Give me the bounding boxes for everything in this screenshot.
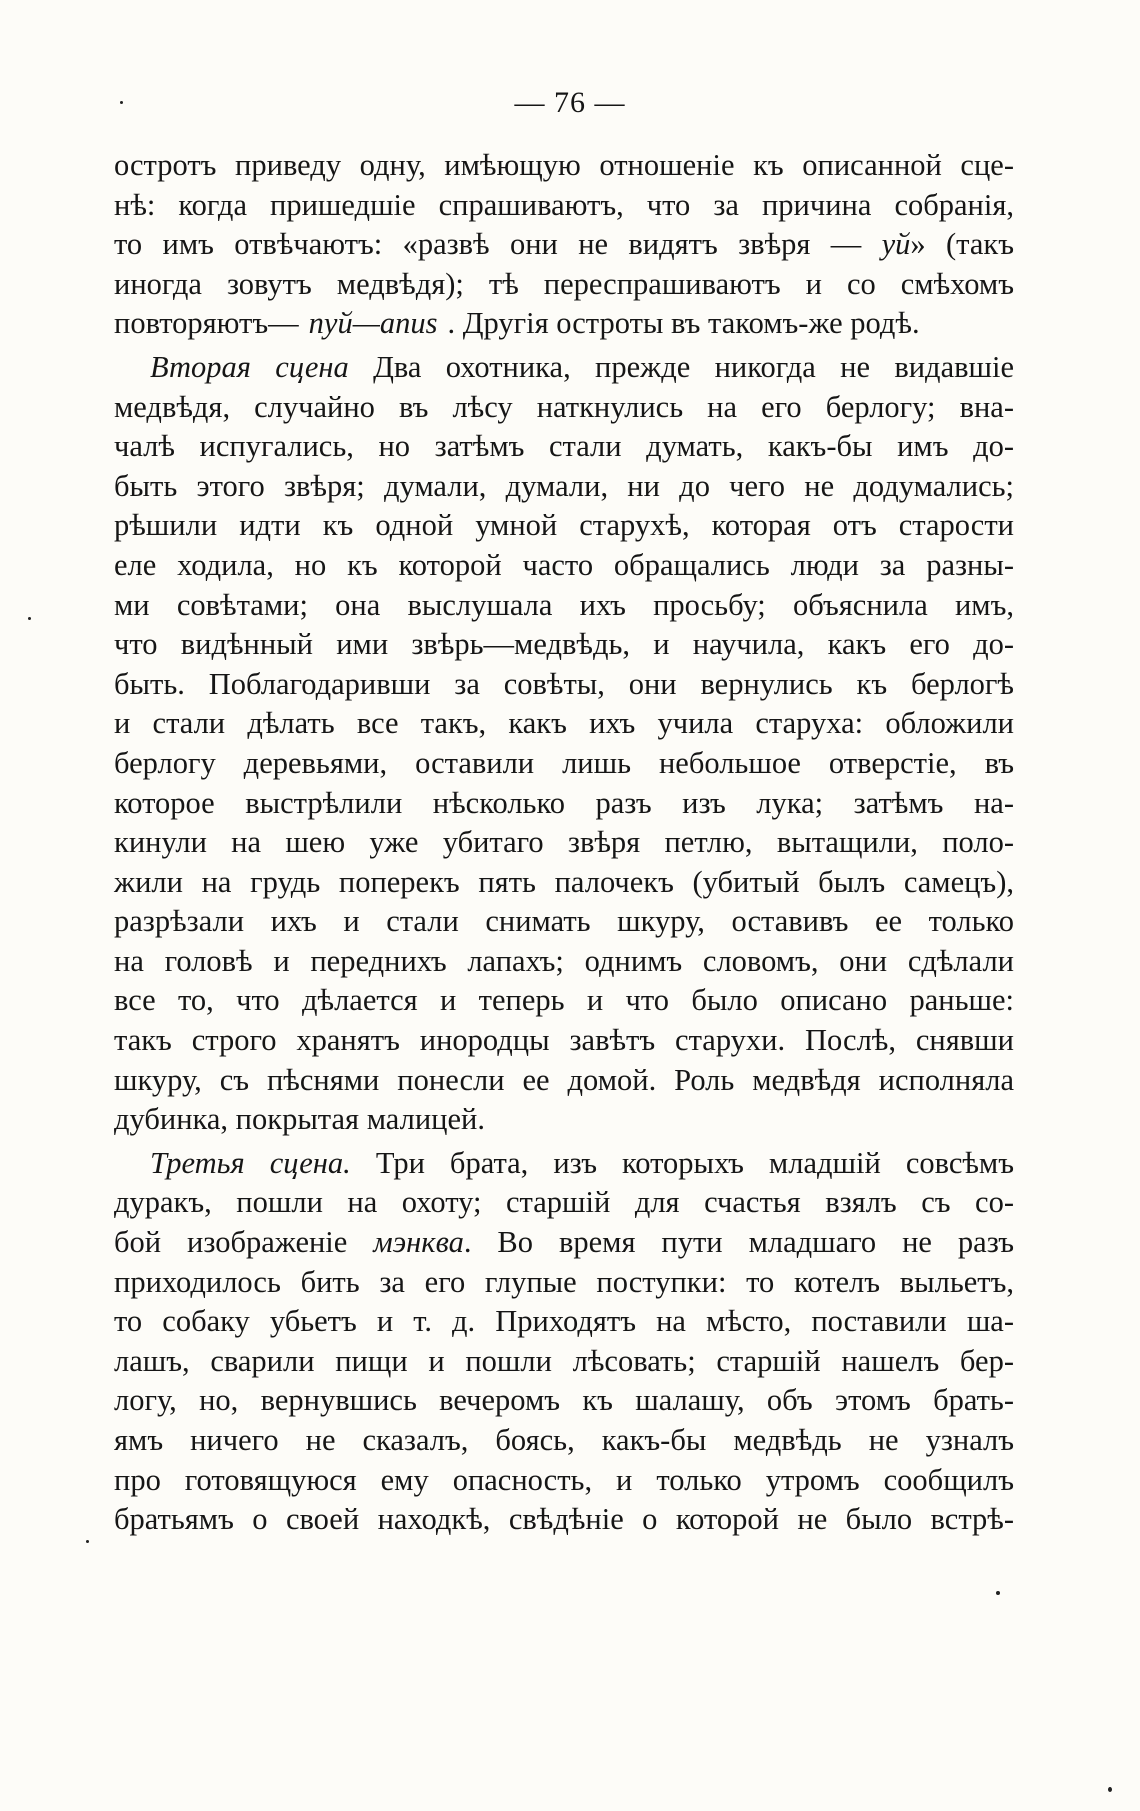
text-line [114,1302,1014,1342]
text-line [114,388,1014,428]
text-segment: медвѣдя, случайно въ лѣсу наткнулись на его берлогу; вна- [114,389,1014,424]
text-segment: то имъ отвѣчаютъ: «развѣ они не видятъ звѣря — [114,227,882,262]
text-segment: что видѣнный ими звѣрь—медвѣдь, и научила, какъ его до- [114,627,1014,662]
text-segment: на головѣ и переднихъ лапахъ; однимъ словомъ, они сдѣлали [114,943,1014,978]
text-line [114,1421,1014,1461]
text-line [114,427,1014,467]
text-segment: быть этого звѣря; думали, думали, ни до чего не додумались; [114,468,1014,503]
text-line [114,1223,1014,1263]
text-segment: братьямъ о своей находкѣ, свѣдѣніе о которой не было встрѣ- [114,1502,1014,1537]
page-number: — 76 — [514,86,626,119]
italic-text: уй [881,227,911,262]
text-segment: ми совѣтами; она выслушала ихъ просьбу; объяснила имъ, [114,587,1014,622]
text-line [114,1342,1014,1382]
italic-text: Вторая сцена [150,349,349,384]
text-segment: берлогу деревьями, оставили лишь небольшое отверстіе, въ [114,745,1014,780]
text-line [114,467,1014,507]
text-line [114,265,1014,305]
text-line-inner [114,225,1014,265]
text-line [114,1183,1014,1223]
print-speck [996,1591,1000,1595]
text-segment: остротъ приведу одну, имѣющую отношеніе къ описанной сце- [114,148,1014,182]
text-line [114,146,1014,186]
text-segment: про готовящуюся ему опасность, и только утромъ сообщилъ [114,1462,1014,1497]
text-segment: и стали дѣлать все такъ, какъ ихъ учила старуха: обложили [114,706,1014,741]
text-segment: то собаку убьетъ и т. д. Приходятъ на мѣсто, поставили ша- [114,1304,1014,1339]
text-segment: лашъ, сварили пищи и пошли лѣсовать; старшій нашелъ бер- [114,1343,1014,1378]
text-segment: жили на грудь поперекъ пять палочекъ (убитый былъ самецъ), [114,864,1014,899]
text-segment: нѣ: когда пришедшіе спрашиваютъ, что за причина собранія, [114,187,1014,222]
paragraph [114,146,1014,344]
text-segment: ямъ ничего не сказалъ, боясь, какъ-бы медвѣдь не узналъ [114,1423,1014,1457]
body-text [114,146,1014,1540]
text-segment: кинули на шею уже убитаго звѣря петлю, вытащили, поло- [114,825,1014,860]
text-segment: еле ходила, но къ которой часто обращались люди за разны- [114,547,1014,582]
text-line [114,942,1014,982]
text-line [114,304,1014,344]
text-line [114,1144,1014,1184]
text-segment: . Во время пути младшаго не разъ [463,1225,1014,1260]
text-line [114,784,1014,824]
text-line [114,586,1014,626]
print-speck [28,617,31,620]
text-line [114,1500,1014,1540]
text-segment: » (такъ [910,227,1014,262]
print-speck [120,101,123,104]
text-line [114,506,1014,546]
text-segment: все то, что дѣлается и теперь и что было описано раньше: [114,983,1014,1018]
text-segment: приходилось бить за его глупые поступки: то котелъ выльетъ, [114,1264,1014,1299]
text-segment: логу, но, вернувшись вечеромъ къ шалашу, объ этомъ брать- [114,1383,1014,1418]
text-line [114,981,1014,1021]
text-segment: Два охотника, прежде никогда не видавшіе [348,349,1015,384]
text-line [114,1461,1014,1501]
italic-text: Третья сцена. [150,1145,351,1180]
text-segment: которое выстрѣлили нѣсколько разъ изъ лука; затѣмъ на- [114,785,1014,820]
text-segment: такъ строго хранятъ инородцы завѣтъ старухи. Послѣ, снявши [114,1023,1014,1058]
text-segment: чалѣ испугались, но затѣмъ стали думать, какъ-бы имъ до- [114,429,1014,464]
paragraph [114,1144,1014,1540]
text-line [114,348,1014,388]
text-line-inner [150,348,1014,388]
print-speck [1108,1787,1112,1792]
text-line [114,625,1014,665]
text-line-inner [150,1144,1014,1184]
text-segment: разрѣзали ихъ и стали снимать шкуру, оставивъ ее только [114,904,1014,939]
paragraph [114,348,1014,1140]
text-line [114,1021,1014,1061]
text-line [114,1381,1014,1421]
text-segment: дуракъ, пошли на охоту; старшій для счастья взялъ съ со- [114,1185,1014,1220]
text-segment: повторяютъ— [114,306,299,341]
text-segment: рѣшили идти къ одной умной старухѣ, которая отъ старости [114,508,1014,543]
italic-text: пуй—апиѕ [308,306,438,341]
text-segment: иногда зовутъ медвѣдя); тѣ переспрашиваютъ и со смѣхомъ [114,266,1014,301]
text-line [114,665,1014,705]
text-line [114,863,1014,903]
text-line [114,744,1014,784]
text-line [114,546,1014,586]
italic-text: мэнква [373,1225,464,1260]
text-segment: шкуру, съ пѣснями понесли ее домой. Роль медвѣдя исполняла [114,1062,1014,1097]
text-line [114,1100,1014,1140]
text-line [114,902,1014,942]
text-line [114,1061,1014,1101]
text-segment: . Другія остроты въ такомъ-же родѣ. [447,306,920,341]
text-segment: быть. Поблагодаривши за совѣты, они вернулись къ берлогѣ [114,666,1014,701]
text-line [114,823,1014,863]
text-segment: Три брата, изъ которыхъ младшій совсѣмъ [350,1145,1015,1180]
text-line [114,1263,1014,1303]
print-speck [86,1540,89,1543]
text-line-inner [114,1223,1014,1263]
text-line [114,186,1014,226]
text-segment: дубинка, покрытая малицей. [114,1102,485,1137]
text-line [114,225,1014,265]
text-segment: бой изображеніе [114,1225,374,1260]
text-line [114,704,1014,744]
